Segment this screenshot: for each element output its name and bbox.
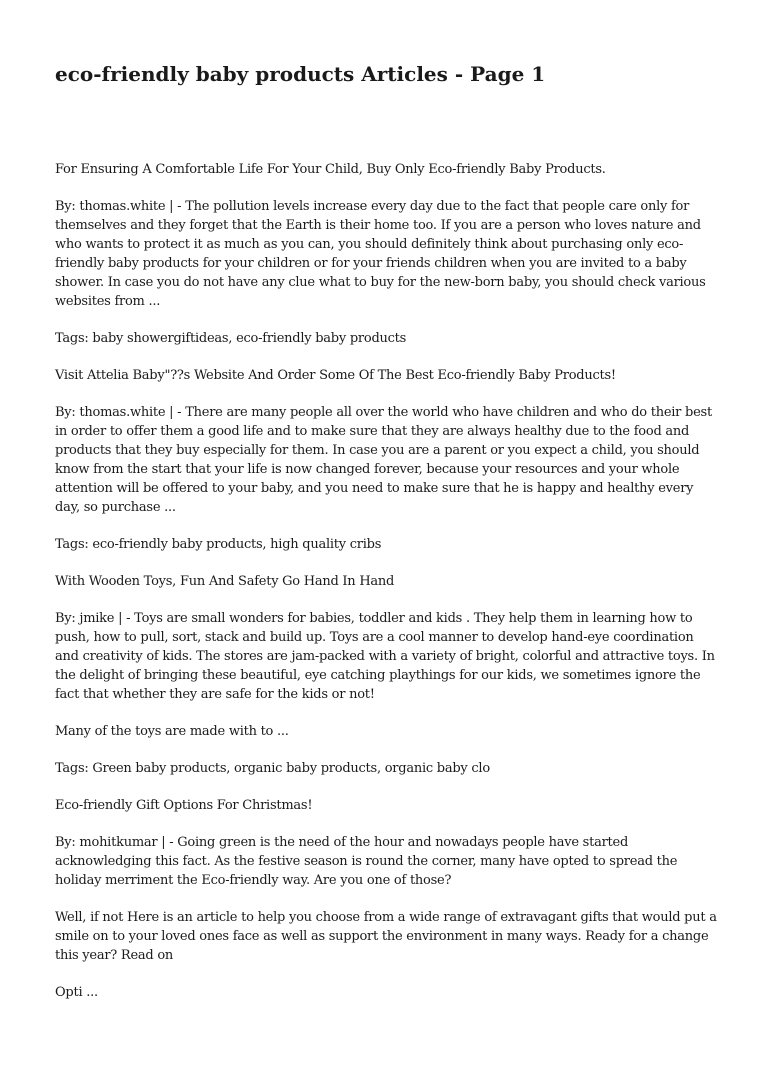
article-tags: Tags: Green baby products, organic baby products, organic baby clo	[55, 761, 490, 776]
article-summary-continued: Many of the toys are made with to ...	[55, 724, 289, 739]
article-headline: With Wooden Toys, Fun And Safety Go Hand In Hand	[55, 574, 395, 589]
article-list	[55, 160, 717, 1020]
article-tags: Tags: baby showergiftideas, eco-friendly baby products	[55, 331, 407, 346]
article-headline: For Ensuring A Comfortable Life For Your Child, Buy Only Eco-friendly Baby Products.	[55, 162, 606, 177]
article-headline: Eco-friendly Gift Options For Christmas!	[55, 798, 313, 813]
article-summary: By: thomas.white | - There are many people all over the world who have children and who do their best in order to offer them a good life and to make sure that they are always healthy due to the food and products that they buy especially for them. In case you are a parent or you expect a child, you should know from the start that your life is now changed forever, because your resources and your whole attention will be offered to your baby, and you need to make sure that he is happy and healthy every day, so purchase ...	[55, 405, 712, 515]
article-summary-truncated: Opti ...	[55, 985, 98, 1000]
article-summary: By: mohitkumar | - Going green is the need of the hour and nowadays people have started acknowledging this fact. As the festive season is round the corner, many have opted to spread the holiday merriment the Eco-friendly way. Are you one of those?	[55, 835, 678, 888]
article-summary: By: thomas.white | - The pollution levels increase every day due to the fact that people care only for themselves and they forget that the Earth is their home too. If you are a person who loves nature and who wants to protect it as much as you can, you should definitely think about purchasing only eco-friendly baby products for your children or for your friends children when you are invited to a baby shower. In case you do not have any clue what to buy for the new-born baby, you should check various websites from ...	[55, 199, 706, 309]
page-title: eco-friendly baby products Articles - Page 1	[55, 62, 546, 86]
article-summary-continued: Well, if not Here is an article to help you choose from a wide range of extravagant gifts that would put a smile on to your loved ones face as well as support the environment in many ways. Ready for a change this year? Read on	[55, 910, 717, 963]
article-tags: Tags: eco-friendly baby products, high quality cribs	[55, 537, 382, 552]
article-summary: By: jmike | - Toys are small wonders for babies, toddler and kids . They help them in learning how to push, how to pull, sort, stack and build up. Toys are a cool manner to develop hand-eye coordination and creativity of kids. The stores are jam-packed with a variety of bright, colorful and attractive toys. In the delight of bringing these beautiful, eye catching playthings for our kids, we sometimes ignore the fact that whether they are safe for the kids or not!	[55, 611, 715, 702]
article-headline: Visit Attelia Baby"??s Website And Order Some Of The Best Eco-friendly Baby Products!	[55, 368, 616, 383]
